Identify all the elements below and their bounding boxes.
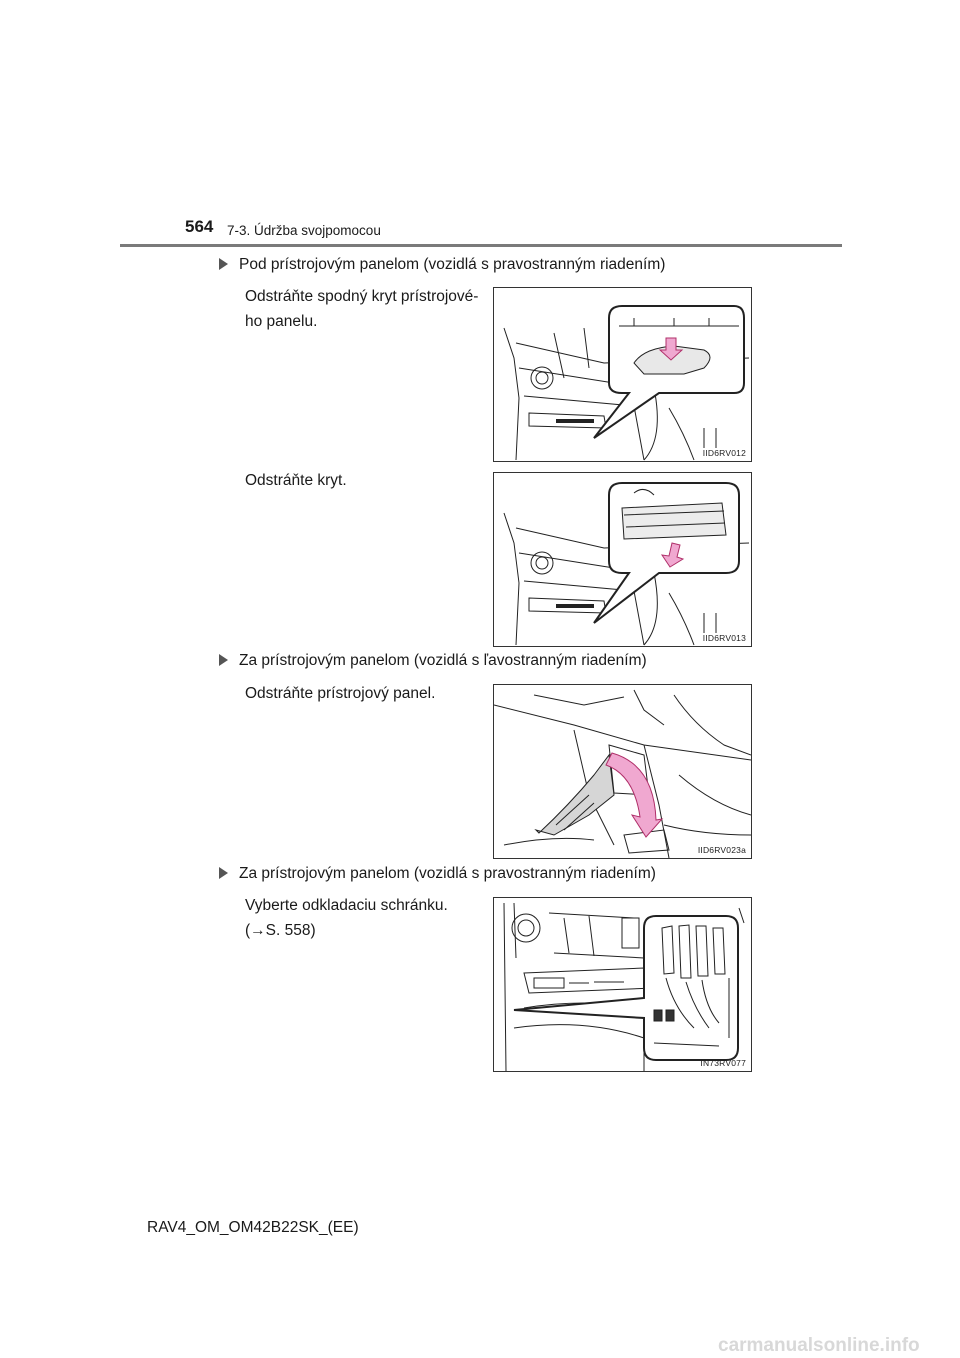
page-number: 564 — [185, 217, 214, 236]
section-title: 7-3. Údržba svojpomocou — [227, 223, 381, 238]
figure-remove-lower-panel — [493, 287, 752, 462]
figure-code: IID6RV023a — [697, 845, 746, 855]
section-heading-text: Za prístrojovým panelom (vozidlá s pravostranným riadením) — [239, 865, 656, 882]
triangle-bullet-icon — [219, 867, 228, 879]
figure-code: IN73RV077 — [700, 1058, 746, 1068]
section-heading-2 — [219, 652, 647, 670]
section-heading-3 — [219, 865, 656, 883]
section-heading-text: Za prístrojovým panelom (vozidlá s ľavostranným riadením) — [239, 652, 647, 669]
document-code: RAV4_OM_OM42B22SK_(EE) — [147, 1219, 359, 1236]
step-text-line: Vyberte odkladaciu schránku. — [245, 897, 448, 914]
section-heading-text: Pod prístrojovým panelom (vozidlá s pravostranným riadením) — [239, 256, 666, 273]
step-text-1: Odstráňte spodný kryt prístrojové-ho panelu. — [245, 288, 479, 330]
header-rule — [120, 244, 842, 247]
figure-code: IID6RV012 — [702, 448, 746, 458]
triangle-bullet-icon — [219, 654, 228, 666]
figure-code: IID6RV013 — [702, 633, 746, 643]
step-text-2: Odstráňte kryt. — [245, 472, 347, 489]
triangle-bullet-icon — [219, 258, 228, 270]
step-text-4 — [245, 893, 485, 943]
figure-remove-glovebox — [493, 897, 752, 1072]
watermark: carmanualsonline.info — [718, 1335, 920, 1356]
step-text-3: Odstráňte prístrojový panel. — [245, 685, 436, 702]
page-reference: (→S. 558) — [245, 922, 316, 939]
section-heading-1 — [219, 256, 665, 274]
figure-remove-instrument-panel — [493, 684, 752, 859]
figure-remove-cover — [493, 472, 752, 647]
